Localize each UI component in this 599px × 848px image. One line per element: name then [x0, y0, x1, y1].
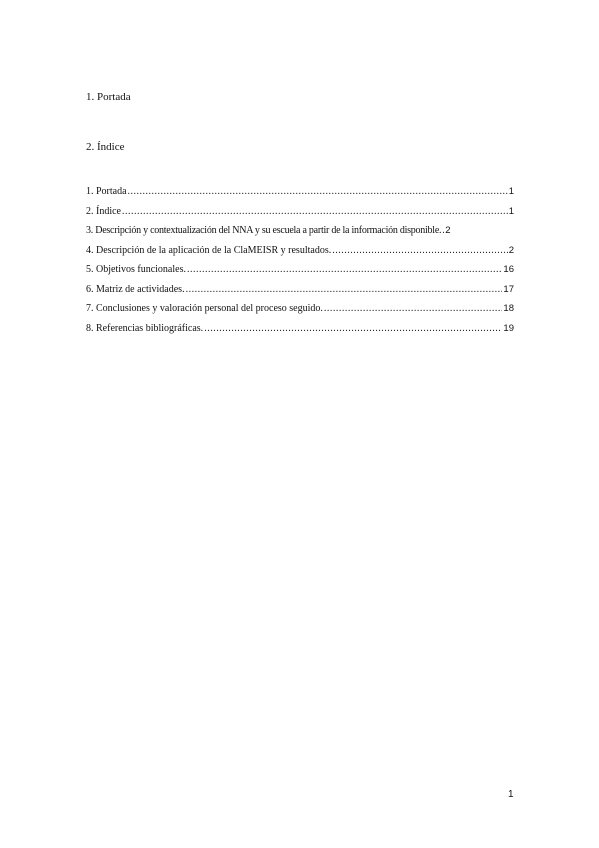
toc-entry-page: 1	[508, 205, 514, 217]
toc-entry[interactable]	[86, 245, 514, 265]
toc-entry[interactable]	[86, 284, 514, 304]
toc-leader-dots	[332, 245, 507, 256]
toc-entry-page: 19	[503, 322, 514, 334]
toc-entry[interactable]	[86, 323, 514, 343]
toc-entry-page: 2	[445, 225, 451, 236]
toc-leader-dots	[186, 284, 503, 295]
toc-leader-dots	[187, 264, 502, 275]
toc-leader-dots	[324, 303, 503, 314]
table-of-contents	[86, 186, 514, 342]
section-heading-indice: 2. Índice	[86, 141, 125, 153]
toc-entry-page: 1	[508, 186, 514, 197]
toc-entry-page: 17	[503, 283, 514, 295]
toc-entry-title: 8. Referencias bibliográficas.	[86, 322, 204, 334]
toc-entry[interactable]	[86, 206, 514, 226]
footer-page-number: 1	[508, 789, 514, 800]
toc-entry-page: 2	[508, 244, 514, 256]
toc-entry[interactable]	[86, 225, 514, 245]
toc-leader-dots	[128, 186, 508, 197]
toc-entry-title: 3. Descripción y contextualización del NNA y su escuela a partir de la información disponible.	[86, 225, 442, 236]
toc-entry-title: 7. Conclusiones y valoración personal del proceso seguido.	[86, 303, 323, 314]
toc-entry-page: 16	[503, 264, 514, 275]
toc-entry-title: 1. Portada	[86, 186, 127, 197]
toc-entry[interactable]	[86, 186, 514, 206]
toc-entry-title: 6. Matriz de actividades.	[86, 283, 185, 295]
toc-entry-title: 4. Descripción de la aplicación de la ClaMEISR y resultados.	[86, 244, 332, 256]
toc-leader-dots	[204, 323, 502, 334]
section-heading-portada: 1. Portada	[86, 91, 131, 103]
toc-leader-dots	[442, 225, 444, 236]
toc-entry-page: 18	[503, 303, 514, 314]
toc-entry-title: 5. Objetivos funcionales.	[86, 264, 186, 275]
toc-entry-title: 2. Índice	[86, 205, 121, 217]
toc-entry[interactable]	[86, 303, 514, 323]
toc-leader-dots	[122, 206, 508, 217]
toc-entry[interactable]	[86, 264, 514, 284]
